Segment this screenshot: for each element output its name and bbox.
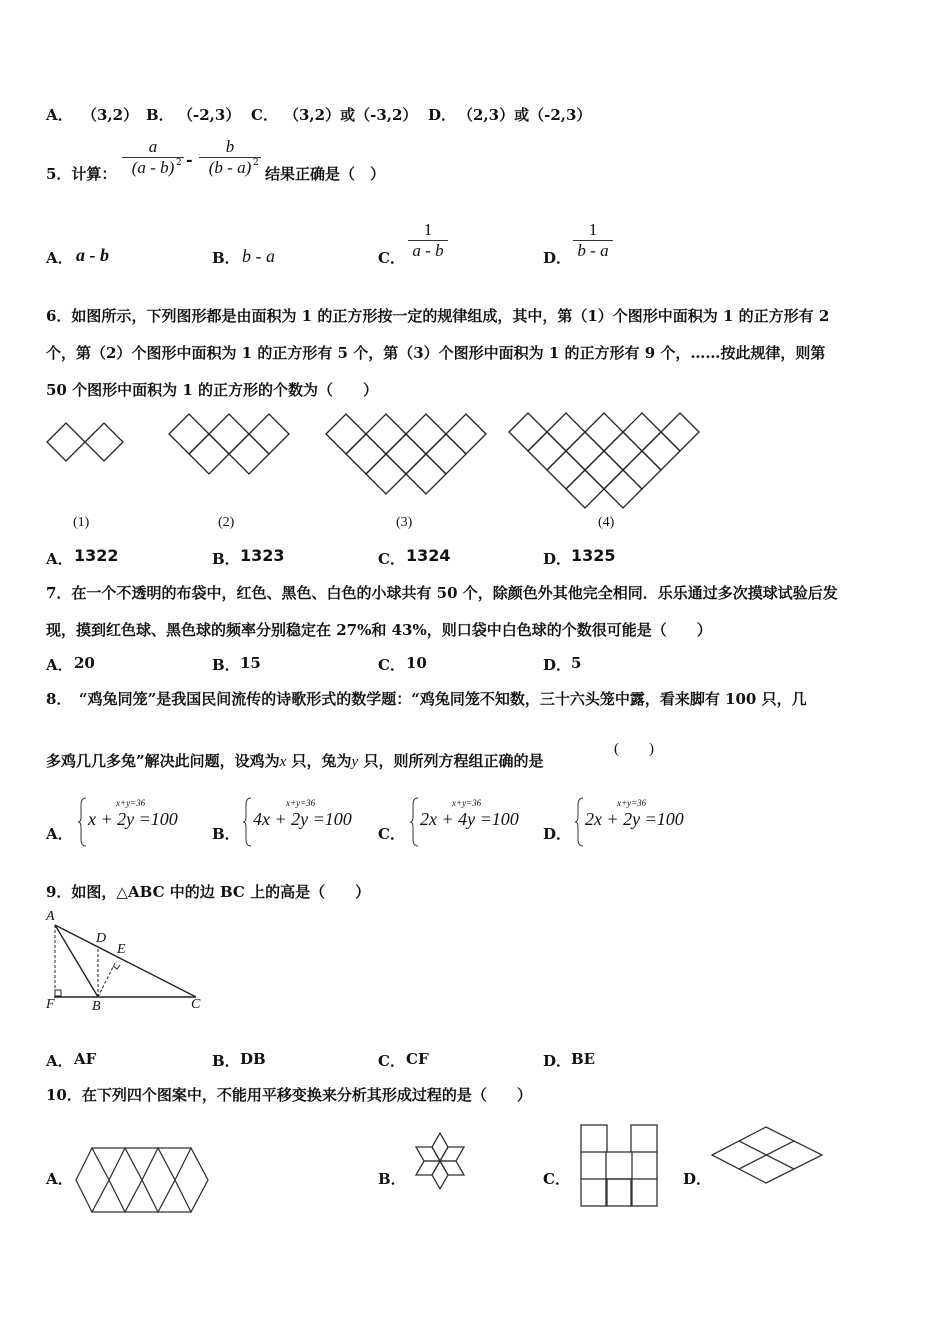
q9-label-d: D	[96, 931, 107, 946]
q6-option-b-text: 1323	[240, 546, 285, 565]
q9-label-c: C	[191, 997, 201, 1012]
q7-option-c-text: 10	[406, 654, 427, 672]
q5-suffix: 结果正确是（ ）	[265, 165, 386, 183]
q9-label-f: F	[46, 997, 55, 1012]
q10-option-d-rhombus-grid	[708, 1125, 828, 1185]
q7-option-a-text: 20	[74, 654, 95, 672]
q5-frac1-numerator: a	[148, 137, 158, 156]
q8-line-2-part-a: 多鸡几几多兔”解决此问题，设鸡为	[46, 752, 280, 770]
q7-option-d-text: 5	[571, 654, 582, 672]
q9-option-d-letter: D．	[543, 1052, 572, 1070]
q6-line-2: 个，第（2）个图形中面积为 1 的正方形有 5 个，第（3）个图形中面积为 1 的正方形有 9 个，……按此规律，则第	[46, 344, 826, 362]
q8-option-a-eq-top: x+y=36	[116, 798, 146, 808]
q6-option-a-text: 1322	[74, 546, 119, 565]
q5-option-b-letter: B．	[212, 249, 240, 267]
q5-option-d-denominator: b - a	[577, 241, 609, 260]
q7-option-d-letter: D．	[543, 656, 572, 674]
q8-line-2	[46, 750, 543, 771]
q5-fraction-1	[122, 137, 184, 178]
q9-option-c-text: CF	[406, 1050, 429, 1068]
q5-minus: -	[186, 150, 193, 169]
q5-option-a-text: a - b	[76, 245, 109, 265]
q6-option-d-letter: D．	[543, 550, 572, 568]
q8-line-2-part-c: 只，则所列方程组正确的是	[358, 752, 544, 770]
q4-option-b-text: （-2,3）	[178, 106, 241, 124]
q9-label-a: A	[46, 909, 55, 924]
q9-option-c-letter: C．	[378, 1052, 405, 1070]
q7-option-b-letter: B．	[212, 656, 240, 674]
q8-answer-paren: ( )	[614, 741, 654, 757]
q6-option-d-text: 1325	[571, 546, 616, 565]
q5-frac1-exponent: 2	[176, 158, 182, 168]
q6-square-patterns	[0, 405, 950, 535]
q10-option-b-letter: B．	[378, 1170, 406, 1188]
q8-var-y: y	[351, 754, 359, 770]
q6-line-3: 50 个图形中面积为 1 的正方形的个数为（ ）	[46, 381, 378, 399]
q5-prefix: 5．计算：	[46, 165, 117, 183]
q8-option-c-eq-bottom: 2x + 4y =100	[420, 809, 519, 829]
q8-option-a-eq-bottom: x + 2y =100	[88, 809, 178, 829]
q8-option-b-letter: B．	[212, 825, 240, 843]
q8-option-c-letter: C．	[378, 825, 405, 843]
q5-option-a-letter: A．	[46, 249, 73, 267]
q5-frac2-numerator: b	[225, 137, 235, 156]
q8-var-x: x	[279, 754, 287, 770]
q8-option-d-brace	[575, 797, 585, 847]
q6-figure-label-1: (1)	[73, 515, 90, 530]
q8-line-1: 8． “鸡兔同笼”是我国民间流传的诗歌形式的数学题：“鸡兔同笼不知数，三十六头笼中露，看来脚有 100 只，几	[46, 690, 807, 708]
q10-option-b-star-pattern	[400, 1125, 480, 1205]
q4-option-c-text: （3,2）或（-3,2）	[284, 106, 418, 124]
q8-option-b-eq-bottom: 4x + 2y =100	[253, 809, 352, 829]
q6-option-b-letter: B．	[212, 550, 240, 568]
q5-option-b-text: b - a	[242, 246, 275, 266]
q5-option-d-fraction	[573, 220, 613, 261]
q8-option-a-brace	[78, 797, 88, 847]
q6-line-1: 6．如图所示，下列图形都是由面积为 1 的正方形按一定的规律组成，其中，第（1）个图形中面积为 1 的正方形有 2	[46, 307, 830, 325]
q6-figure-label-3: (3)	[396, 515, 413, 530]
q9-line-1: 9．如图，△ABC 中的边 BC 上的高是（ ）	[46, 883, 371, 901]
q6-figure-label-2: (2)	[218, 515, 235, 530]
q10-option-a-letter: A．	[46, 1170, 73, 1188]
q5-option-d-letter: D．	[543, 249, 572, 267]
q6-option-c-letter: C．	[378, 550, 405, 568]
q4-option-c-letter: C．	[251, 106, 278, 124]
q9-option-b-letter: B．	[212, 1052, 240, 1070]
q6-figure-2	[169, 414, 289, 474]
q9-label-e: E	[117, 942, 126, 957]
q5-option-c-denominator: a - b	[412, 241, 444, 260]
q10-option-c-letter: C．	[543, 1170, 570, 1188]
q10-line-1: 10．在下列四个图案中，不能用平移变换来分析其形成过程的是（ ）	[46, 1086, 532, 1104]
q10-option-a-diamond-chain	[74, 1146, 214, 1216]
q6-figure-1	[47, 423, 123, 461]
q7-option-b-text: 15	[240, 654, 261, 672]
q8-option-a-letter: A．	[46, 825, 73, 843]
q6-figure-3	[326, 414, 486, 494]
q8-option-c-brace	[410, 797, 420, 847]
q6-figure-label-4: (4)	[598, 515, 615, 530]
q6-option-a-letter: A．	[46, 550, 73, 568]
q9-option-d-text: BE	[571, 1050, 596, 1068]
q10-option-c-grid-pattern	[578, 1122, 668, 1212]
q4-option-b-letter: B．	[146, 106, 174, 124]
q9-option-b-text: DB	[240, 1050, 266, 1068]
q5-fraction-2	[199, 137, 261, 178]
q4-option-a-letter: A．	[46, 106, 73, 124]
q9-triangle-figure	[40, 905, 240, 1025]
q5-frac2-exponent: 2	[253, 158, 259, 168]
q4-option-d-letter: D．	[428, 106, 457, 124]
q9-option-a-letter: A．	[46, 1052, 73, 1070]
q8-option-b-brace	[243, 797, 253, 847]
q7-line-2: 现，摸到红色球、黑色球的频率分别稳定在 27%和 43%，则口袋中白色球的个数很可能是（ ）	[46, 621, 712, 639]
q7-option-a-letter: A．	[46, 656, 73, 674]
q4-option-a-text: （3,2）	[82, 106, 139, 124]
q9-label-b: B	[92, 999, 101, 1014]
q7-option-c-letter: C．	[378, 656, 405, 674]
q8-option-d-eq-bottom: 2x + 2y =100	[585, 809, 684, 829]
q5-frac2-denominator: (b - a)	[208, 158, 252, 177]
q8-option-b-eq-top: x+y=36	[286, 798, 316, 808]
q8-option-d-letter: D．	[543, 825, 572, 843]
q5-frac1-denominator: (a - b)	[131, 158, 175, 177]
q7-line-1: 7．在一个不透明的布袋中，红色、黑色、白色的小球共有 50 个，除颜色外其他完全相同．乐乐通过多次摸球试验后发	[46, 584, 838, 602]
q8-option-c-eq-top: x+y=36	[452, 798, 482, 808]
q5-option-c-letter: C．	[378, 249, 405, 267]
q8-line-2-part-b: 只，兔为	[286, 752, 352, 770]
q4-option-d-text: （2,3）或（-2,3）	[458, 106, 592, 124]
q5-option-d-numerator: 1	[588, 220, 598, 239]
q9-option-a-text: AF	[74, 1050, 97, 1068]
q5-option-c-fraction	[408, 220, 448, 261]
q6-option-c-text: 1324	[406, 546, 451, 565]
q10-option-d-letter: D．	[683, 1170, 712, 1188]
q6-figure-4	[509, 413, 699, 508]
q8-option-d-eq-top: x+y=36	[617, 798, 647, 808]
q5-option-c-numerator: 1	[423, 220, 433, 239]
